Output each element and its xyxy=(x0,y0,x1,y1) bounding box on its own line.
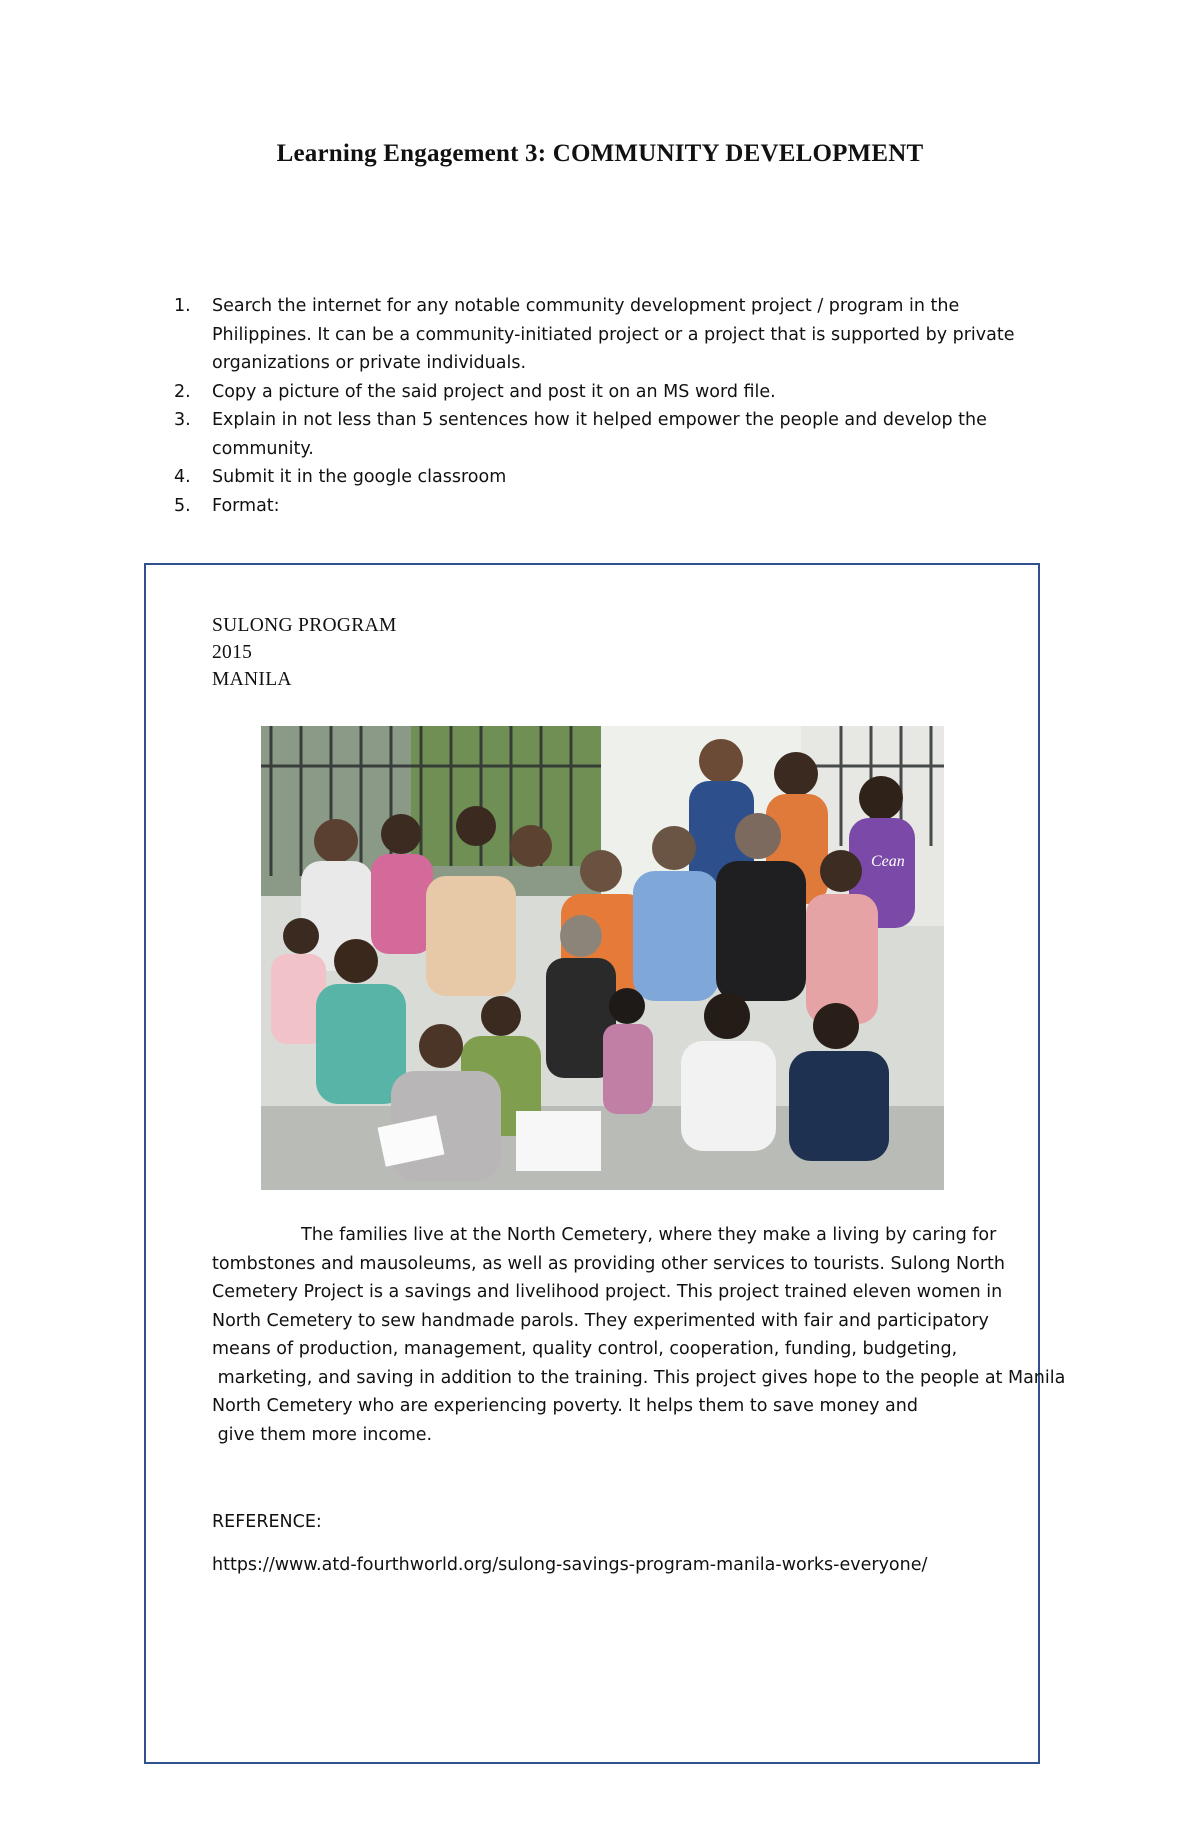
instruction-line: Philippines. It can be a community-initiated project or a project that is supported by private xyxy=(212,324,1015,345)
description-line: marketing, and saving in addition to the training. This project gives hope to the people at Manila xyxy=(212,1367,1066,1388)
instruction-number: 1. xyxy=(174,296,191,316)
description-line: Cemetery Project is a savings and livelihood project. This project trained eleven women in xyxy=(212,1282,1003,1302)
instruction-number: 4. xyxy=(174,467,191,487)
program-name: SULONG PROGRAM xyxy=(212,615,397,636)
description-line: The families live at the North Cemetery, where they make a living by caring for xyxy=(212,1225,997,1245)
instruction-line: Explain in not less than 5 sentences how it helped empower the people and develop the xyxy=(212,410,987,430)
description-line: tombstones and mausoleums, as well as providing other services to tourists. Sulong North xyxy=(212,1253,1005,1274)
program-header xyxy=(212,612,397,693)
instruction-item xyxy=(174,463,1042,492)
instruction-line: community. xyxy=(212,438,314,459)
group-photo-illustration xyxy=(261,726,944,1190)
description-line: North Cemetery to sew handmade parols. They experimented with fair and participatory xyxy=(212,1310,989,1331)
instruction-line: Copy a picture of the said project and post it on an MS word file. xyxy=(212,381,776,402)
instruction-line: Format: xyxy=(212,495,280,516)
instruction-line: Search the internet for any notable community development project / program in the xyxy=(212,296,960,316)
program-year: 2015 xyxy=(212,642,253,663)
project-description xyxy=(212,1221,1072,1449)
description-line: means of production, management, quality control, cooperation, funding, budgeting, xyxy=(212,1339,958,1359)
instruction-number: 3. xyxy=(174,410,191,430)
reference-label: REFERENCE: xyxy=(212,1512,322,1532)
reference-link[interactable]: https://www.atd-fourthworld.org/sulong-savings-program-manila-works-everyone/ xyxy=(212,1555,928,1575)
instruction-item xyxy=(174,406,1042,463)
instruction-line: organizations or private individuals. xyxy=(212,353,527,373)
instruction-item xyxy=(174,378,1042,407)
description-line: North Cemetery who are experiencing poverty. It helps them to save money and xyxy=(212,1396,918,1416)
instruction-item xyxy=(174,292,1042,378)
instructions-list xyxy=(174,292,1042,520)
instruction-line: Submit it in the google classroom xyxy=(212,467,507,487)
instruction-number: 2. xyxy=(174,381,191,402)
shirt-print-text: Cean xyxy=(871,853,905,870)
program-location: MANILA xyxy=(212,669,292,690)
page-title: Learning Engagement 3: COMMUNITY DEVELOPMENT xyxy=(276,140,924,167)
description-line: give them more income. xyxy=(212,1424,433,1445)
project-photo xyxy=(261,726,944,1190)
instruction-item xyxy=(174,492,1042,521)
instruction-number: 5. xyxy=(174,495,191,516)
